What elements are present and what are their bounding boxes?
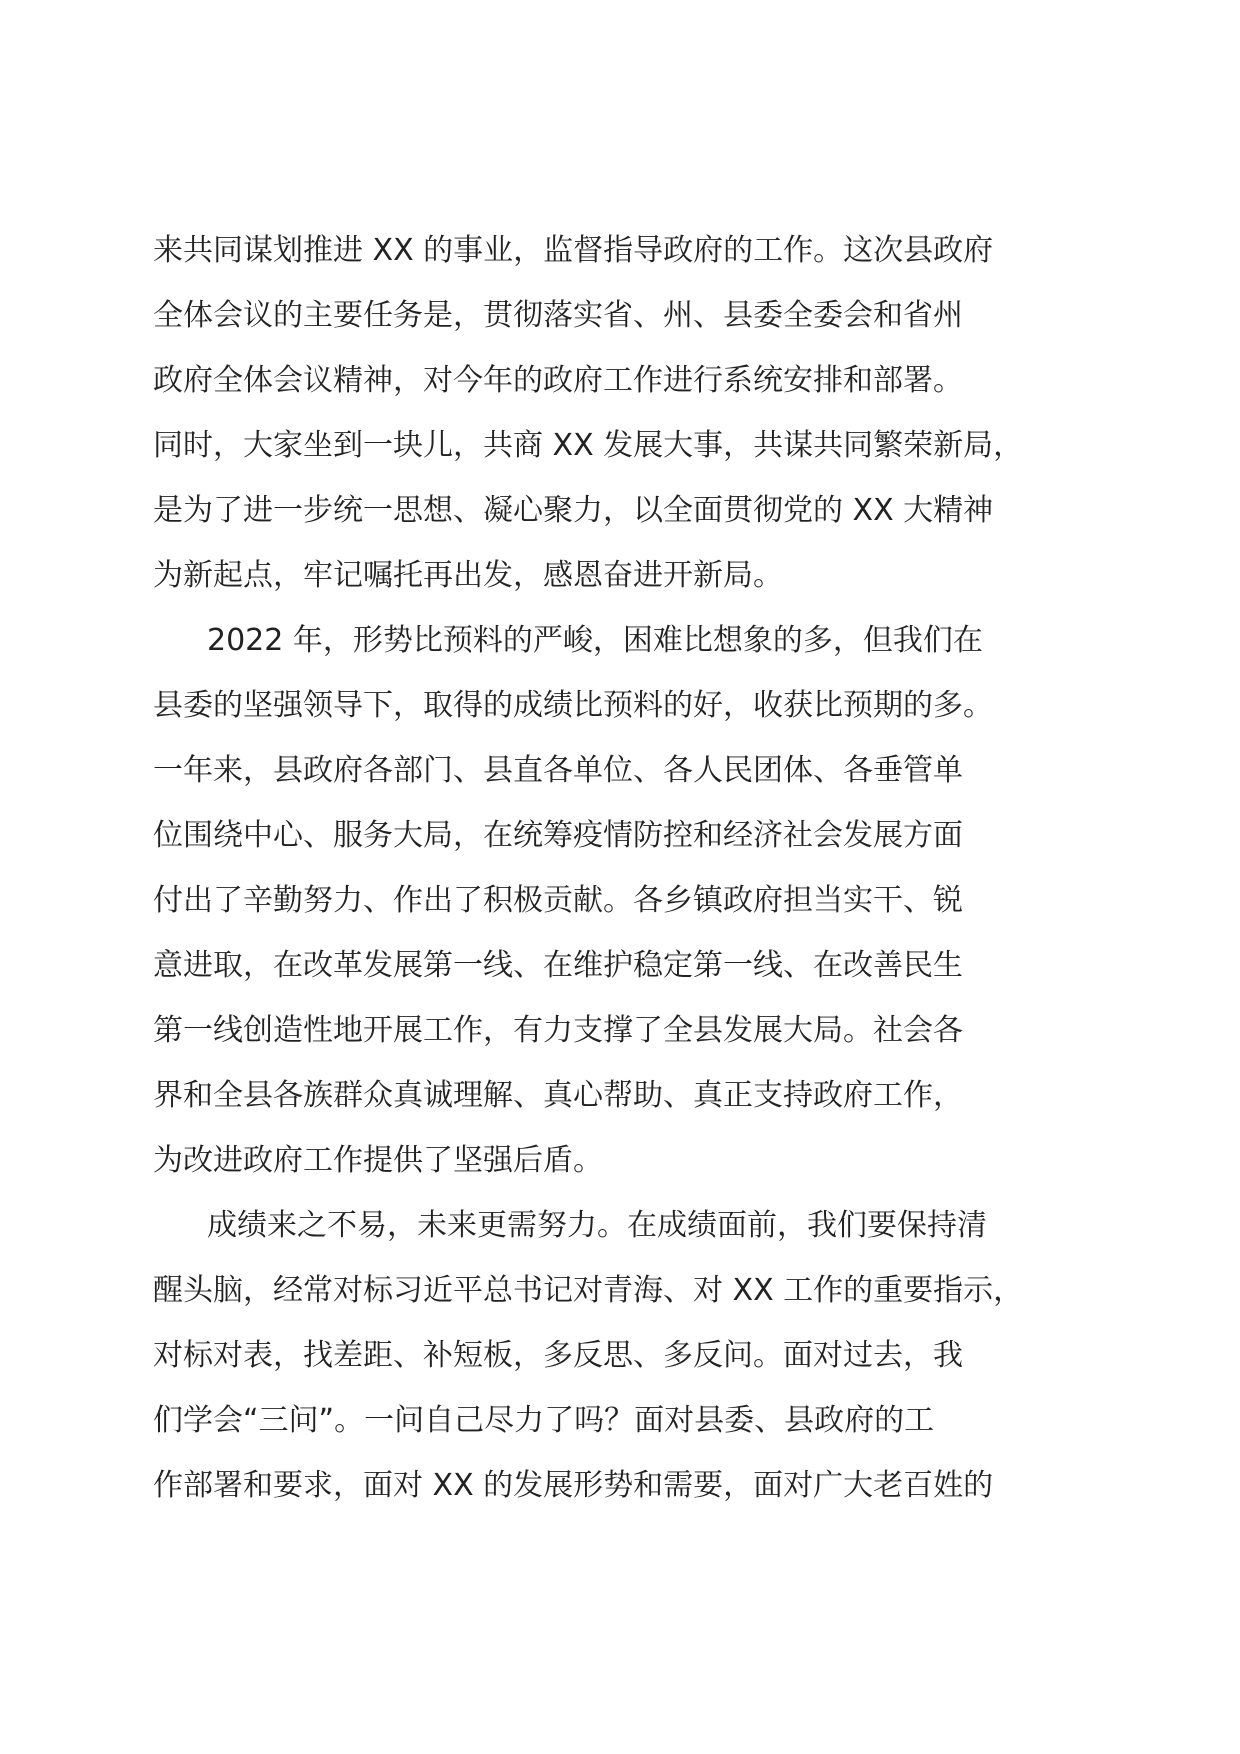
text-line: 政府全体会议精神，对今年的政府工作进行系统安排和部署。 — [153, 363, 963, 398]
text-line: 是为了进一步统一思想、凝心聚力，以全面贯彻党的 XX 大精神 — [153, 493, 994, 528]
text-line: 作部署和要求，面对 XX 的发展形势和需要，面对广大老百姓的 — [153, 1468, 994, 1503]
text-line: 第一线创造性地开展工作，有力支撑了全县发展大局。社会各 — [153, 1013, 963, 1048]
text-line: 一年来，县政府各部门、县直各单位、各人民团体、各垂管单 — [153, 753, 963, 788]
document-body — [153, 218, 1113, 1518]
text-line: 为改进政府工作提供了坚强后盾。 — [153, 1143, 603, 1178]
text-line: 为新起点，牢记嘱托再出发，感恩奋进开新局。 — [153, 558, 783, 593]
text-line: 对标对表，找差距、补短板，多反思、多反问。面对过去，我 — [153, 1338, 963, 1373]
text-line: 位围绕中心、服务大局，在统筹疫情防控和经济社会发展方面 — [153, 818, 963, 853]
text-line: 来共同谋划推进 XX 的事业，监督指导政府的工作。这次县政府 — [153, 233, 994, 268]
text-line: 界和全县各族群众真诚理解、真心帮助、真正支持政府工作， — [153, 1078, 963, 1113]
text-line: 县委的坚强领导下，取得的成绩比预料的好，收获比预期的多。 — [153, 688, 993, 723]
paragraph-start-line: 成绩来之不易，未来更需努力。在成绩面前，我们要保持清 — [207, 1208, 987, 1243]
text-line: 付出了辛勤努力、作出了积极贡献。各乡镇政府担当实干、锐 — [153, 883, 963, 918]
text-line: 意进取，在改革发展第一线、在维护稳定第一线、在改善民生 — [153, 948, 963, 983]
text-line: 醒头脑，经常对标习近平总书记对青海、对 XX 工作的重要指示， — [153, 1273, 1024, 1308]
text-line: 全体会议的主要任务是，贯彻落实省、州、县委全委会和省州 — [153, 298, 963, 333]
paragraph-start-line: 2022 年，形势比预料的严峻，困难比想象的多，但我们在 — [207, 623, 983, 658]
text-line: 们学会“三问”。一问自己尽力了吗？面对县委、县政府的工 — [153, 1403, 935, 1438]
text-line: 同时，大家坐到一块儿，共商 XX 发展大事，共谋共同繁荣新局， — [153, 428, 1024, 463]
